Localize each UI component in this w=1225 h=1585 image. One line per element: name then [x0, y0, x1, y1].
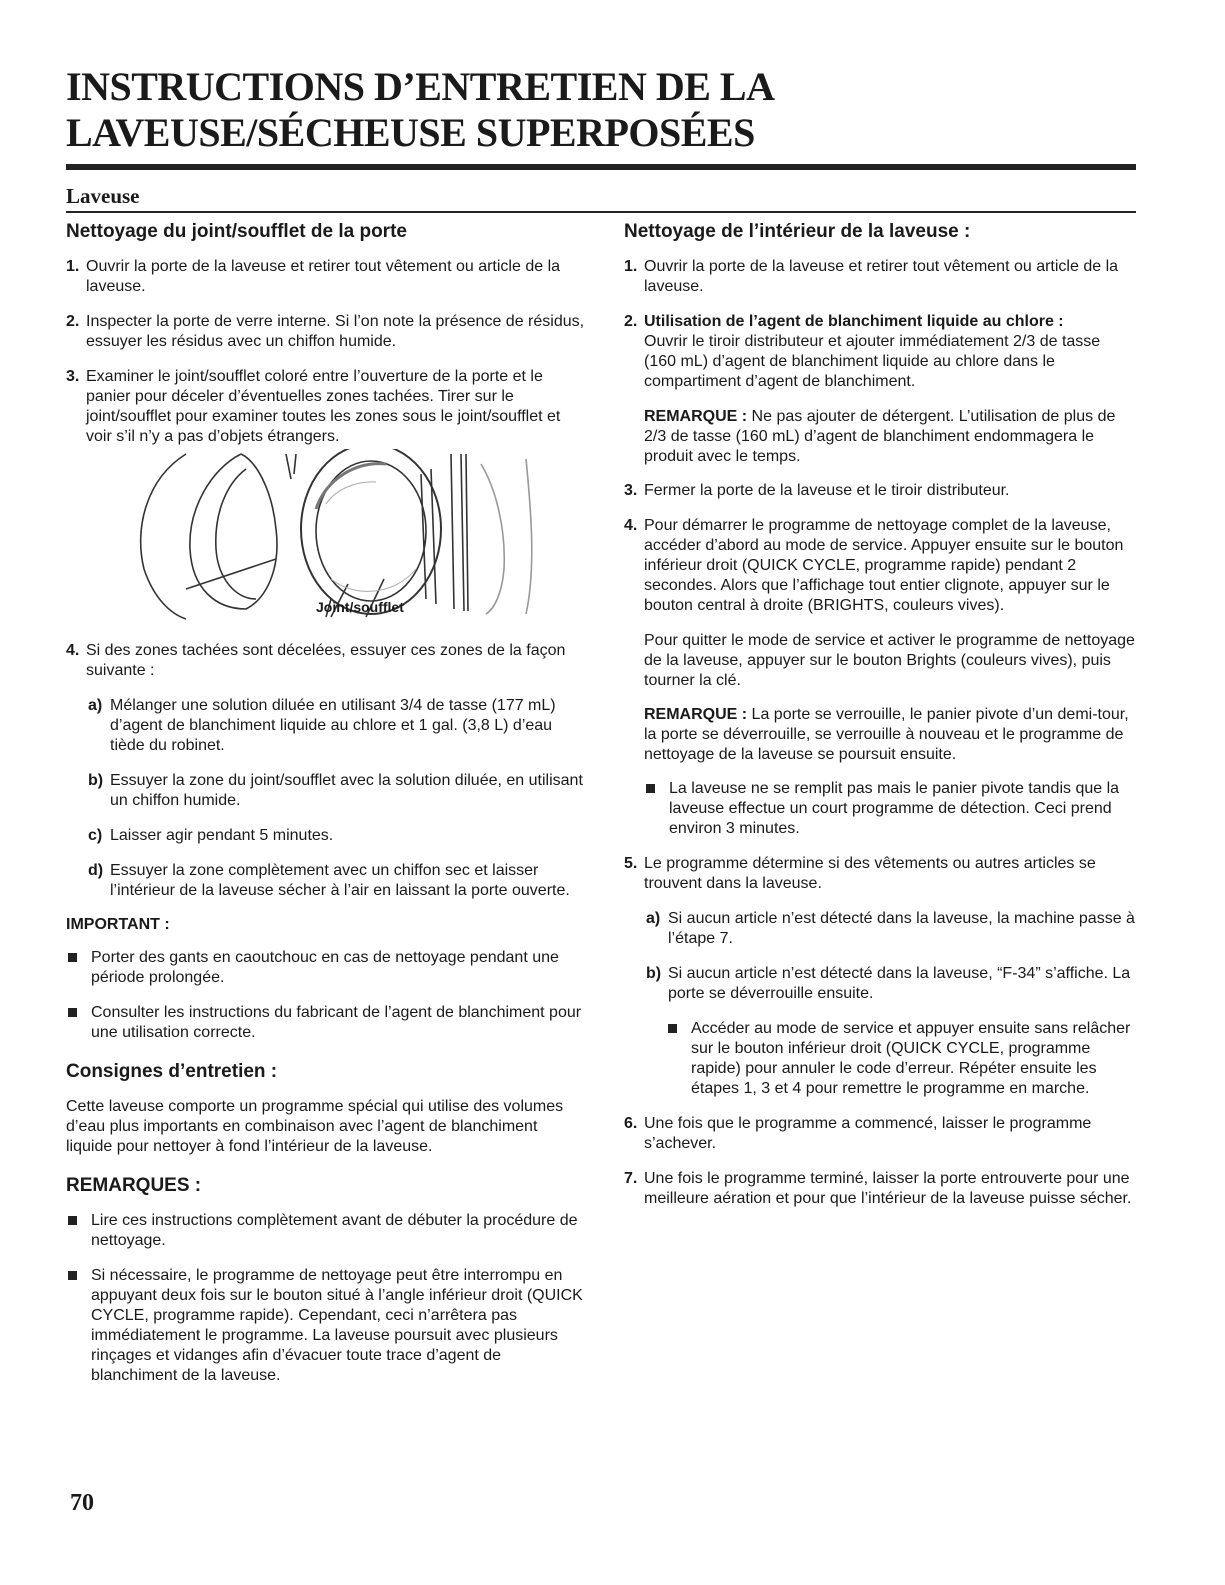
list-item: c) Laisser agir pendant 5 minutes. [88, 826, 334, 844]
washer-door-illustration [126, 449, 556, 629]
list-item: 2. Utilisation de l’agent de blanchiment liquide au chlore : Ouvrir le tiroir distributeur et ajouter immédiatement 2/3 de tasse (160 mL) d’agent de blanchiment liquide au chlore dans le compartiment d’agent de blanchiment. [624, 312, 1101, 390]
list-item: 4. Si des zones tachées sont décelées, essuyer ces zones de la façon suivante : [66, 641, 566, 679]
list-item: b) Essuyer la zone du joint/soufflet avec la solution diluée, en utilisant un chiffon humide. [88, 771, 583, 809]
list-item: 2. Inspecter la porte de verre interne. Si l’on note la présence de résidus, essuyer les résidus avec un chiffon humide. [66, 312, 585, 350]
bullet-icon [668, 1024, 677, 1033]
right-heading: Nettoyage de l’intérieur de la laveuse : [624, 220, 971, 242]
bullet-icon [68, 1271, 77, 1280]
list-item: Accéder au mode de service et appuyer ensuite sans relâcher sur le bouton inférieur droit (QUICK CYCLE, programme rapide) pour annuler le code d’erreur. Répéter ensuite les étapes 1, 3 et 4 pour remettre le programme en marche. [666, 1019, 1136, 1099]
bullet-icon [646, 784, 655, 793]
list-item: 4. Pour démarrer le programme de nettoyage complet de la laveuse, accéder d’abord au mode de service. Appuyer ensuite sur le bouton inférieur droit (QUICK CYCLE, programme rapide) pendant 2 secondes. Alors que l’affichage tout entier clignote, appuyer sur le bouton central à droite (BRIGHTS, couleurs vives). [624, 516, 1124, 614]
bullet-icon [68, 1008, 77, 1017]
list-item: La laveuse ne se remplit pas mais le panier pivote tandis que la laveuse effectue un court programme de détection. Ceci prend environ 3 minutes. [644, 779, 1136, 839]
section-rule [66, 211, 1136, 213]
page-number: 70 [70, 1490, 94, 1516]
bullet-icon [68, 1216, 77, 1225]
list-item: 3. Fermer la porte de la laveuse et le tiroir distributeur. [624, 481, 1010, 499]
list-item: Si nécessaire, le programme de nettoyage peut être interrompu en appuyant deux fois sur le bouton situé à l’angle inférieur droit (QUICK CYCLE, programme rapide). Cependant, ceci n’arrêtera pas immédiatement le programme. La laveuse poursuit avec plusieurs rinçages et vidanges afin d’évacuer toute trace d’agent de blanchiment de la laveuse. [66, 1266, 586, 1386]
page [66, 64, 1136, 1401]
list-item: 5. Le programme détermine si des vêtements ou autres articles se trouvent dans la laveuse. [624, 854, 1096, 892]
list-item: 1. Ouvrir la porte de la laveuse et retirer tout vêtement ou article de la laveuse. [624, 257, 1119, 295]
list-item: Lire ces instructions complètement avant de débuter la procédure de nettoyage. [66, 1211, 586, 1251]
list-item: b) Si aucun article n’est détecté dans la laveuse, “F-34” s’affiche. La porte se déverrouille ensuite. [646, 964, 1131, 1002]
note: REMARQUE : La porte se verrouille, le panier pivote d’un demi-tour, la porte se déverrouille, se verrouille à nouveau et le programme de nettoyage de la laveuse se poursuit ensuite. [644, 705, 1129, 763]
list-item: 1. Ouvrir la porte de la laveuse et retirer tout vêtement ou article de la laveuse. [66, 257, 561, 295]
list-item: 7. Une fois le programme terminé, laisser la porte entrouverte pour une meilleure aération et pour que l’intérieur de la laveuse puisse sécher. [624, 1169, 1132, 1207]
left-heading: Nettoyage du joint/soufflet de la porte [66, 220, 407, 242]
paragraph: Pour quitter le mode de service et activer le programme de nettoyage de la laveuse, appuyer sur le bouton Brights (couleurs vives), puis tourner la clé. [644, 631, 1135, 689]
left-column [66, 221, 586, 1401]
list-item: 3. Examiner le joint/soufflet coloré entre l’ouverture de la porte et le panier pour déceler d’éventuelles zones tachées. Tirer sur le joint/soufflet pour examiner toutes les zones sous le joint/soufflet et voir s’il n’y a pas d’objets étrangers. [66, 367, 561, 445]
list-item: d) Essuyer la zone complètement avec un chiffon sec et laisser l’intérieur de la laveuse sécher à l’air en laissant la porte ouverte. [88, 861, 570, 899]
consignes-text: Cette laveuse comporte un programme spécial qui utilise des volumes d’eau plus importants en combinaison avec l’agent de blanchiment liquide pour nettoyer à fond l’intérieur de la laveuse. [66, 1097, 564, 1155]
title-rule [66, 164, 1136, 170]
right-column [624, 221, 1136, 1401]
list-item: 6. Une fois que le programme a commencé, laisser le programme s’achever. [624, 1114, 1092, 1152]
section-title: Laveuse [66, 184, 140, 208]
consignes-heading: Consignes d’entretien : [66, 1060, 278, 1082]
remarques-heading: REMARQUES : [66, 1174, 202, 1196]
bullet-icon [68, 953, 77, 962]
list-item: a) Si aucun article n’est détecté dans la laveuse, la machine passe à l’étape 7. [646, 909, 1135, 947]
page-title: INSTRUCTIONS D’ENTRETIEN DE LA LAVEUSE/SÉCHEUSE SUPERPOSÉES [66, 64, 773, 155]
list-item: Consulter les instructions du fabricant de l’agent de blanchiment pour une utilisation correcte. [66, 1003, 586, 1043]
list-item: Porter des gants en caoutchouc en cas de nettoyage pendant une période prolongée. [66, 948, 586, 988]
figure-label: Joint/soufflet [316, 598, 404, 615]
important-label: IMPORTANT : [66, 915, 170, 933]
note: REMARQUE : Ne pas ajouter de détergent. L’utilisation de plus de 2/3 de tasse (160 mL) d’agent de blanchiment endommagera le produit avec le temps. [644, 407, 1116, 465]
list-item: a) Mélanger une solution diluée en utilisant 3/4 de tasse (177 mL) d’agent de blanchiment liquide au chlore et 1 gal. (3,8 L) d’eau tiède du robinet. [88, 696, 556, 754]
